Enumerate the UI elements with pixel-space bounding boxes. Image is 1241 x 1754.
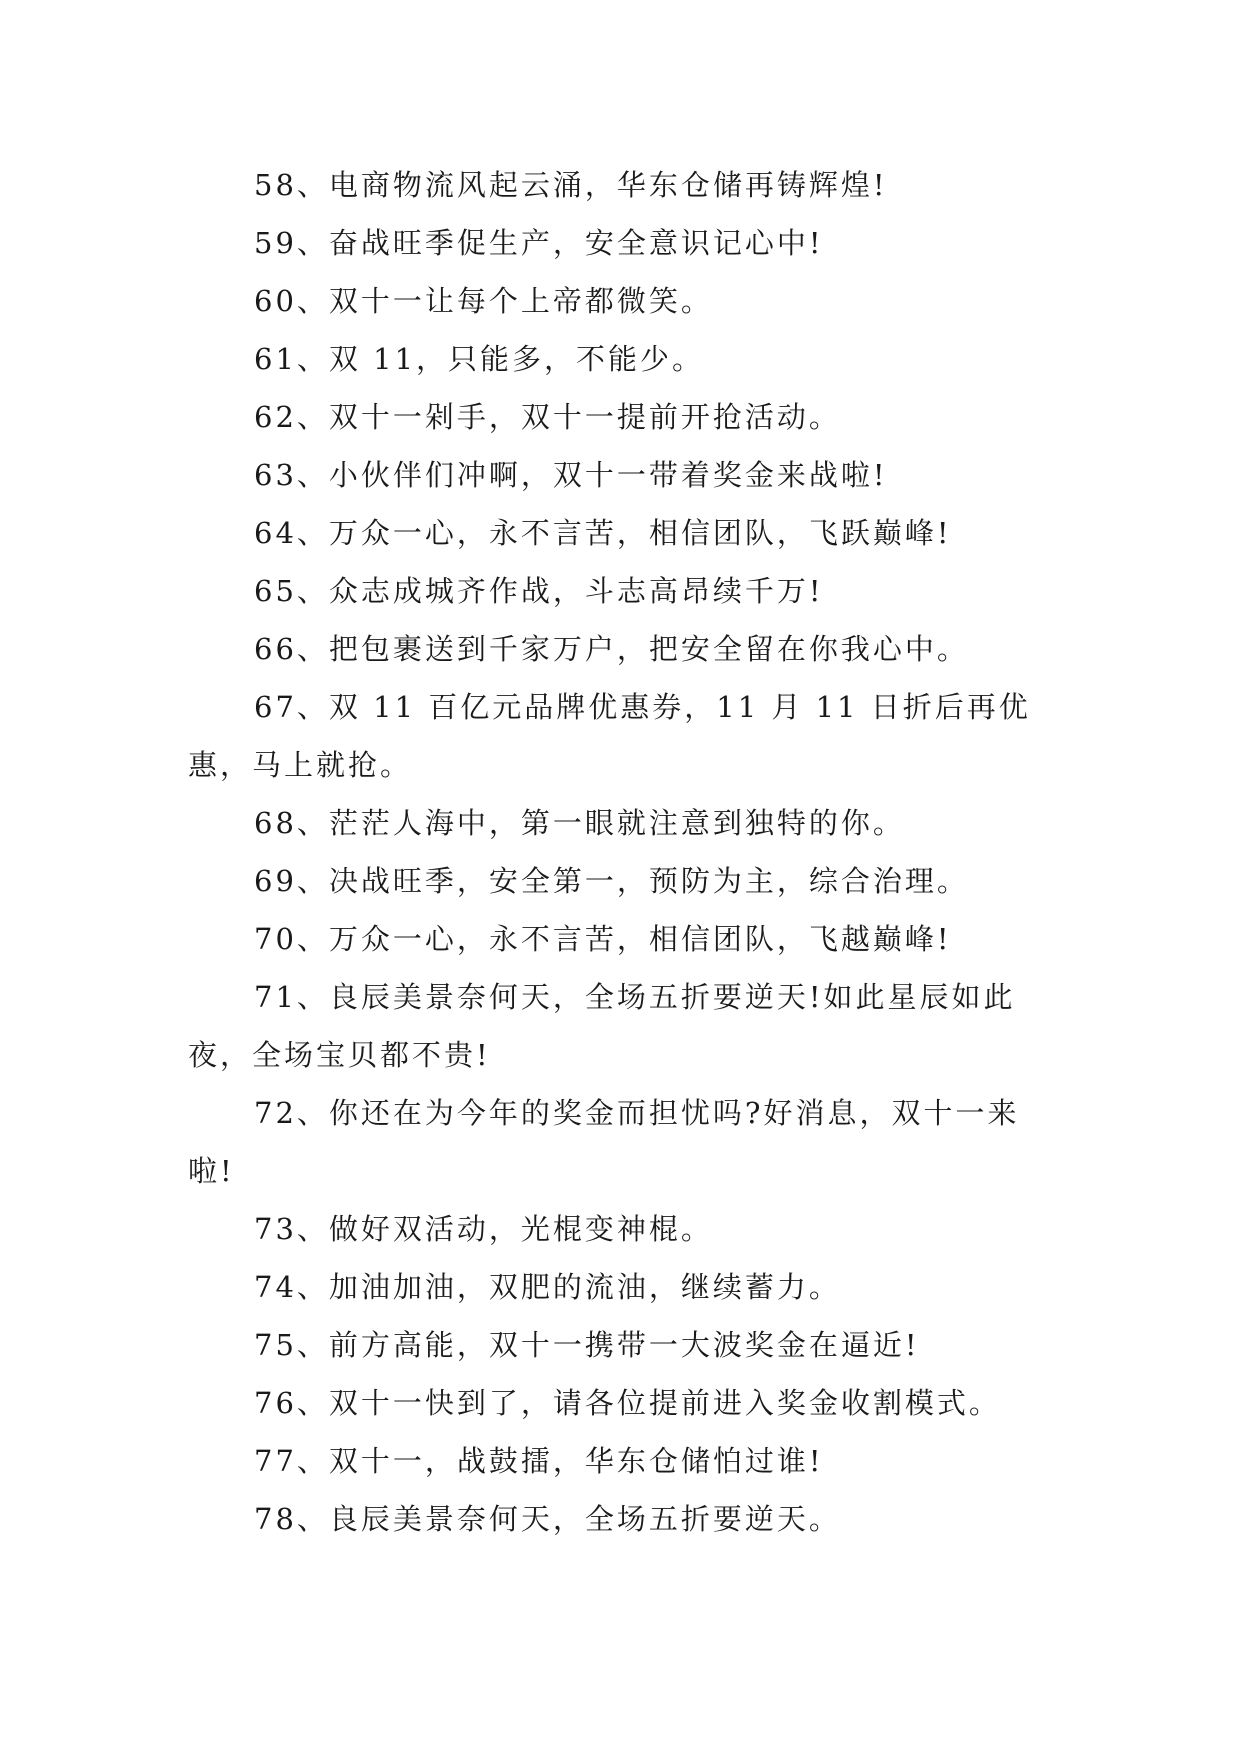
slogan-item-71: 71、良辰美景奈何天，全场五折要逆天!如此星辰如此夜，全场宝贝都不贵! (188, 980, 1016, 1072)
slogan-item-74: 74、加油加油，双肥的流油，继续蓄力。 (254, 1270, 841, 1304)
slogan-item-69: 69、决战旺季，安全第一，预防为主，综合治理。 (254, 864, 969, 898)
slogan-item-64: 64、万众一心，永不言苦，相信团队，飞跃巅峰! (254, 516, 952, 550)
slogan-item-70: 70、万众一心，永不言苦，相信团队，飞越巅峰! (254, 922, 952, 956)
slogan-item-72: 72、你还在为今年的奖金而担忧吗?好消息，双十一来啦! (188, 1096, 1020, 1188)
slogan-item-62: 62、双十一剁手，双十一提前开抢活动。 (254, 400, 841, 434)
slogan-item-59: 59、奋战旺季促生产，安全意识记心中! (254, 226, 824, 260)
slogan-item-63: 63、小伙伴们冲啊，双十一带着奖金来战啦! (254, 458, 888, 492)
slogan-item-61: 61、双 11，只能多，不能少。 (254, 342, 705, 376)
slogan-item-76: 76、双十一快到了，请各位提前进入奖金收割模式。 (254, 1386, 1001, 1420)
slogan-item-58: 58、电商物流风起云涌，华东仓储再铸辉煌! (254, 168, 888, 202)
slogan-item-78: 78、良辰美景奈何天，全场五折要逆天。 (254, 1502, 841, 1536)
slogan-item-67: 67、双 11 百亿元品牌优惠券，11 月 11 日折后再优惠，马上就抢。 (188, 690, 1031, 782)
document-body (188, 156, 1058, 1548)
slogan-item-65: 65、众志成城齐作战，斗志高昂续千万! (254, 574, 824, 608)
slogan-item-66: 66、把包裹送到千家万户，把安全留在你我心中。 (254, 632, 969, 666)
slogan-item-68: 68、茫茫人海中，第一眼就注意到独特的你。 (254, 806, 905, 840)
slogan-item-75: 75、前方高能，双十一携带一大波奖金在逼近! (254, 1328, 920, 1362)
slogan-item-73: 73、做好双活动，光棍变神棍。 (254, 1212, 713, 1246)
slogan-item-77: 77、双十一，战鼓擂，华东仓储怕过谁! (254, 1444, 824, 1478)
slogan-item-60: 60、双十一让每个上帝都微笑。 (254, 284, 713, 318)
